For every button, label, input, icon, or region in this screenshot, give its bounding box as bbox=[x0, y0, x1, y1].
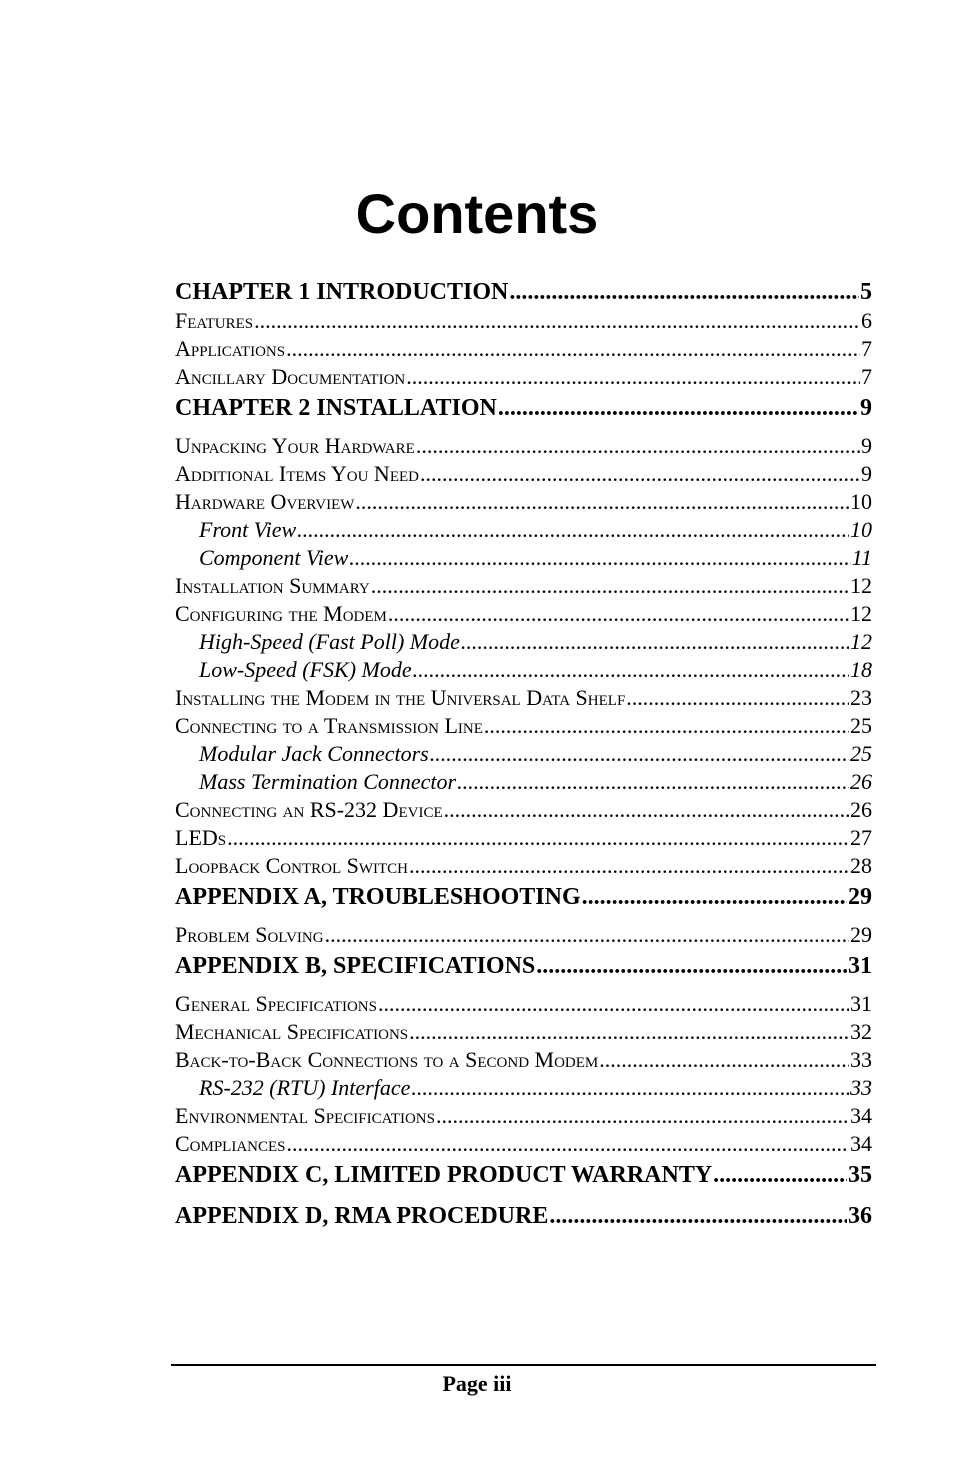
toc-entry-label: Component View bbox=[199, 545, 349, 570]
toc-entry-section[interactable] bbox=[175, 824, 872, 852]
toc-entry-label: Connecting to a Transmission Line bbox=[175, 713, 483, 738]
toc-entry-section[interactable] bbox=[175, 921, 872, 949]
toc-entry-page-number: 29 bbox=[850, 922, 872, 947]
toc-entry-label: Ancillary Documentation bbox=[175, 364, 406, 389]
dot-leader bbox=[713, 1158, 847, 1192]
dot-leader bbox=[297, 516, 849, 544]
dot-leader bbox=[599, 1046, 849, 1074]
toc-entry-label: RS-232 (RTU) Interface bbox=[199, 1075, 411, 1100]
dot-leader bbox=[509, 275, 859, 309]
toc-entry-chapter[interactable] bbox=[175, 391, 872, 432]
toc-entry-label: APPENDIX D, RMA PROCEDURE bbox=[175, 1203, 549, 1229]
toc-entry-sub[interactable] bbox=[175, 768, 872, 796]
toc-entry-label: Environmental Specifications bbox=[175, 1103, 435, 1128]
toc-entry-label: LEDs bbox=[175, 825, 227, 850]
dot-leader bbox=[406, 363, 860, 391]
toc-entry-page-number: 35 bbox=[848, 1162, 872, 1188]
dot-leader bbox=[484, 712, 849, 740]
toc-entry-section[interactable] bbox=[175, 363, 872, 391]
toc-entry-label: CHAPTER 2 INSTALLATION bbox=[175, 395, 497, 421]
dot-leader bbox=[371, 572, 849, 600]
toc-entry-page-number: 7 bbox=[861, 336, 872, 361]
toc-entry-section[interactable] bbox=[175, 600, 872, 628]
toc-entry-label: Compliances bbox=[175, 1131, 286, 1156]
dot-leader bbox=[626, 684, 849, 712]
dot-leader bbox=[286, 335, 860, 363]
toc-entry-page-number: 25 bbox=[850, 713, 872, 738]
toc-entry-chapter[interactable] bbox=[175, 949, 872, 990]
dot-leader bbox=[461, 628, 849, 656]
toc-entry-page-number: 18 bbox=[850, 657, 872, 682]
toc-entry-chapter[interactable] bbox=[175, 1199, 872, 1240]
dot-leader bbox=[378, 990, 849, 1018]
dot-leader bbox=[355, 488, 849, 516]
toc-entry-label: Modular Jack Connectors bbox=[199, 741, 429, 766]
dot-leader bbox=[388, 600, 849, 628]
toc-entry-section[interactable] bbox=[175, 1018, 872, 1046]
toc-entry-page-number: 12 bbox=[850, 573, 872, 598]
dot-leader bbox=[349, 544, 850, 572]
toc-entry-label: Applications bbox=[175, 336, 286, 361]
toc-entry-page-number: 25 bbox=[850, 741, 872, 766]
toc-entry-page-number: 31 bbox=[850, 991, 872, 1016]
toc-entry-sub[interactable] bbox=[175, 740, 872, 768]
toc-entry-label: CHAPTER 1 INTRODUCTION bbox=[175, 279, 509, 305]
dot-leader bbox=[444, 796, 849, 824]
dot-leader bbox=[325, 921, 849, 949]
toc-entry-page-number: 31 bbox=[848, 953, 872, 979]
toc-entry-section[interactable] bbox=[175, 684, 872, 712]
toc-entry-section[interactable] bbox=[175, 1046, 872, 1074]
toc-entry-label: Problem Solving bbox=[175, 922, 324, 947]
dot-leader bbox=[582, 880, 847, 914]
toc-entry-page-number: 10 bbox=[850, 489, 872, 514]
toc-entry-page-number: 33 bbox=[850, 1047, 872, 1072]
toc-entry-section[interactable] bbox=[175, 852, 872, 880]
toc-entry-sub[interactable] bbox=[175, 544, 872, 572]
toc-entry-chapter[interactable] bbox=[175, 1158, 872, 1199]
dot-leader bbox=[498, 391, 859, 425]
toc-entry-page-number: 12 bbox=[850, 629, 872, 654]
toc-entry-section[interactable] bbox=[175, 1102, 872, 1130]
dot-leader bbox=[227, 824, 849, 852]
dot-leader bbox=[411, 1074, 849, 1102]
toc-entry-label: APPENDIX B, SPECIFICATIONS bbox=[175, 953, 536, 979]
toc-entry-page-number: 12 bbox=[850, 601, 872, 626]
dot-leader bbox=[420, 460, 860, 488]
table-of-contents bbox=[175, 275, 872, 1240]
toc-entry-page-number: 27 bbox=[850, 825, 872, 850]
dot-leader bbox=[287, 1130, 849, 1158]
toc-entry-label: Installing the Modem in the Universal Data Shelf bbox=[175, 685, 626, 710]
toc-entry-label: Back-to-Back Connections to a Second Modem bbox=[175, 1047, 599, 1072]
toc-entry-page-number: 26 bbox=[850, 769, 872, 794]
toc-entry-label: APPENDIX A, TROUBLESHOOTING bbox=[175, 884, 581, 910]
toc-entry-page-number: 11 bbox=[851, 545, 872, 570]
toc-entry-label: High-Speed (Fast Poll) Mode bbox=[199, 629, 460, 654]
dot-leader bbox=[549, 1199, 847, 1233]
toc-entry-page-number: 9 bbox=[861, 433, 872, 458]
toc-entry-label: Hardware Overview bbox=[175, 489, 355, 514]
toc-entry-page-number: 10 bbox=[850, 517, 872, 542]
toc-entry-label: Connecting an RS-232 Device bbox=[175, 797, 443, 822]
toc-entry-section[interactable] bbox=[175, 460, 872, 488]
dot-leader bbox=[416, 432, 860, 460]
toc-entry-page-number: 33 bbox=[850, 1075, 872, 1100]
toc-entry-sub[interactable] bbox=[175, 516, 872, 544]
toc-entry-label: Installation Summary bbox=[175, 573, 370, 598]
toc-entry-label: Unpacking Your Hardware bbox=[175, 433, 415, 458]
toc-entry-chapter[interactable] bbox=[175, 880, 872, 921]
toc-entry-page-number: 34 bbox=[850, 1103, 872, 1128]
toc-entry-section[interactable] bbox=[175, 990, 872, 1018]
toc-entry-section[interactable] bbox=[175, 796, 872, 824]
toc-entry-page-number: 28 bbox=[850, 853, 872, 878]
toc-entry-label: Mechanical Specifications bbox=[175, 1019, 409, 1044]
footer-divider bbox=[171, 1364, 876, 1366]
toc-entry-page-number: 36 bbox=[848, 1203, 872, 1229]
toc-entry-page-number: 29 bbox=[848, 884, 872, 910]
dot-leader bbox=[457, 768, 849, 796]
dot-leader bbox=[254, 307, 860, 335]
toc-entry-label: Mass Termination Connector bbox=[199, 769, 457, 794]
toc-entry-sub[interactable] bbox=[175, 628, 872, 656]
toc-entry-page-number: 32 bbox=[850, 1019, 872, 1044]
toc-entry-label: Front View bbox=[199, 517, 297, 542]
toc-entry-chapter[interactable] bbox=[175, 275, 872, 307]
toc-entry-label: Configuring the Modem bbox=[175, 601, 387, 626]
toc-entry-section[interactable] bbox=[175, 432, 872, 460]
toc-entry-page-number: 34 bbox=[850, 1131, 872, 1156]
dot-leader bbox=[413, 656, 849, 684]
toc-entry-label: Low-Speed (FSK) Mode bbox=[199, 657, 412, 682]
toc-entry-sub[interactable] bbox=[175, 656, 872, 684]
dot-leader bbox=[430, 740, 849, 768]
toc-entry-label: General Specifications bbox=[175, 991, 377, 1016]
toc-entry-label: Loopback Control Switch bbox=[175, 853, 409, 878]
toc-entry-label: Additional Items You Need bbox=[175, 461, 419, 486]
dot-leader bbox=[436, 1102, 849, 1130]
dot-leader bbox=[409, 852, 849, 880]
toc-entry-section[interactable] bbox=[175, 1130, 872, 1158]
toc-entry-page-number: 7 bbox=[861, 364, 872, 389]
toc-entry-page-number: 9 bbox=[860, 395, 872, 421]
toc-entry-label: Features bbox=[175, 308, 254, 333]
toc-entry-page-number: 26 bbox=[850, 797, 872, 822]
toc-entry-section[interactable] bbox=[175, 335, 872, 363]
page-title: Contents bbox=[355, 182, 599, 245]
toc-entry-page-number: 9 bbox=[861, 461, 872, 486]
toc-entry-section[interactable] bbox=[175, 488, 872, 516]
toc-entry-page-number: 23 bbox=[850, 685, 872, 710]
toc-entry-page-number: 5 bbox=[860, 279, 872, 305]
toc-entry-label: APPENDIX C, LIMITED PRODUCT WARRANTY bbox=[175, 1162, 713, 1188]
toc-entry-page-number: 6 bbox=[861, 308, 872, 333]
toc-entry-section[interactable] bbox=[175, 307, 872, 335]
dot-leader bbox=[536, 949, 847, 983]
page-number: Page iii bbox=[442, 1371, 512, 1396]
toc-entry-sub[interactable] bbox=[175, 1074, 872, 1102]
dot-leader bbox=[409, 1018, 849, 1046]
toc-entry-section[interactable] bbox=[175, 572, 872, 600]
toc-entry-section[interactable] bbox=[175, 712, 872, 740]
